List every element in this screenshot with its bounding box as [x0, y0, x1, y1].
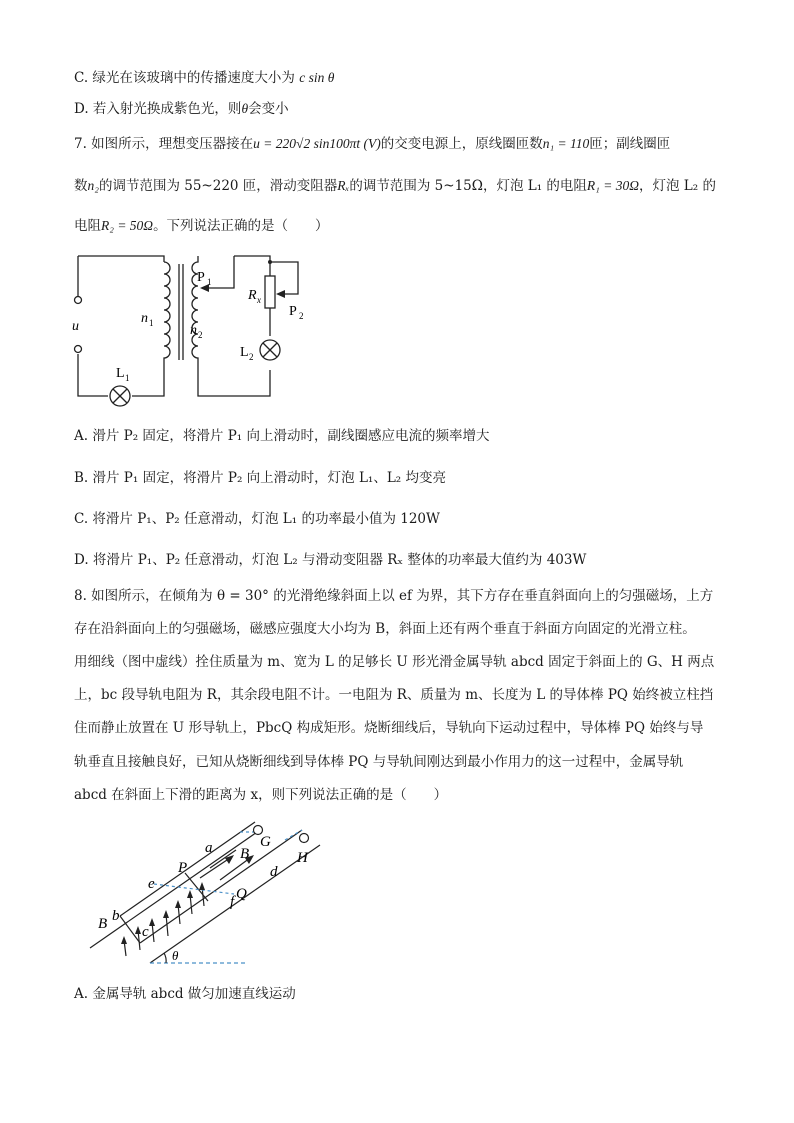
label-l2: L	[240, 345, 249, 360]
label-theta: θ	[172, 948, 179, 963]
label-p: P	[178, 860, 188, 876]
label-g: G	[260, 834, 271, 850]
q6-option-c-text: C. 绿光在该玻璃中的传播速度大小为	[74, 70, 295, 86]
post-h	[300, 834, 309, 843]
terminal-bottom	[75, 346, 82, 353]
q7-stem-line-3	[74, 216, 734, 236]
label-b: b	[112, 908, 120, 924]
q8-stem-line-6: 轨垂直且接触良好，已知从烧断细线到导体棒 PQ 与导轨间刚达到最小作用力的这一过程中，金属导轨	[74, 754, 684, 770]
primary-coil	[164, 262, 170, 360]
q7-r1-value: R₁ = 30Ω	[586, 178, 639, 193]
label-e: e	[148, 876, 155, 892]
q7-stem-text: 电阻	[74, 218, 101, 234]
q7-stem-line-1	[74, 134, 734, 154]
q8-stem-line-1: 8. 如图所示，在倾角为 θ = 30° 的光滑绝缘斜面上以 ef 为界，其下方存在垂直斜面向上的匀强磁场，上方	[74, 588, 714, 604]
q6-option-c-math: c sin θ	[299, 70, 335, 85]
angle-arc	[164, 953, 166, 963]
label-p1: P	[197, 270, 205, 285]
label-b-lower: B	[98, 916, 108, 932]
q8-option-a: A. 金属导轨 abcd 做匀加速直线运动	[74, 986, 296, 1002]
q7-n1-value: n₁ = 110	[542, 136, 590, 151]
primary-wire	[78, 256, 164, 262]
label-b-upper: B	[240, 846, 250, 862]
label-rx: R	[248, 288, 257, 303]
label-n1-sub: 1	[149, 318, 154, 328]
terminal-top	[75, 297, 82, 304]
q6-option-c	[74, 68, 734, 88]
label-p2: P	[289, 304, 297, 319]
label-q: Q	[236, 886, 247, 902]
label-p2-sub: 2	[299, 311, 304, 321]
q7-stem-text: 匝；副线圈匝	[589, 136, 671, 152]
label-l1-sub: 1	[125, 373, 130, 383]
q7-stem-text: 。下列说法正确的是（ ）	[153, 218, 329, 234]
q6-option-d	[74, 99, 734, 119]
incline-edge-lower	[90, 830, 260, 948]
q6-option-d-theta: θ	[241, 101, 249, 116]
q7-stem-text: 7. 如图所示，理想变压器接在	[74, 136, 254, 152]
q8-stem-line-5: 住而静止放置在 U 形导轨上，PbcQ 构成矩形。烧断细线后，导轨向下运动过程中，导体棒 PQ 始终与导	[74, 720, 704, 736]
q7-voltage-formula: u = 220√2 sin100πt (V)	[253, 136, 381, 151]
label-l2-sub: 2	[249, 352, 254, 362]
q7-option-a: A. 滑片 P₂ 固定，将滑片 P₁ 向上滑动时，副线圈感应电流的频率增大	[74, 428, 490, 444]
p2-arrow-icon	[276, 290, 285, 298]
q6-option-d-text-a: D. 若入射光换成紫色光，则	[74, 101, 242, 117]
label-c: c	[142, 924, 149, 940]
q8-stem-line-2: 存在沿斜面向上的匀强磁场，磁感应强度大小均为 B，斜面上还有两个垂直于斜面方向固定的光滑立柱。	[74, 621, 696, 637]
q8-stem-line-7: abcd 在斜面上下滑的距离为 x，则下列说法正确的是（ ）	[74, 787, 448, 803]
label-n2: n	[190, 323, 197, 338]
q8-incline-diagram	[80, 818, 340, 968]
label-n2-sub: 2	[198, 330, 203, 340]
q7-rx-symbol: Rₓ	[337, 178, 350, 193]
q7-option-d: D. 将滑片 P₁、P₂ 任意滑动，灯泡 L₂ 与滑动变阻器 Rₓ 整体的功率最大值约为 403W	[74, 552, 587, 568]
q7-option-c: C. 将滑片 P₁、P₂ 任意滑动，灯泡 L₁ 的功率最小值为 120W	[74, 511, 440, 527]
q7-stem-text: 的交变电源上，原线圈匝数	[380, 136, 543, 152]
label-rx-sub: x	[257, 295, 261, 305]
label-p1-sub: 1	[207, 277, 212, 287]
label-u: u	[72, 319, 79, 334]
q7-stem-text: 的调节范围为 55~220 匝，滑动变阻器	[98, 178, 338, 194]
q8-stem-line-4: 上，bc 段导轨电阻为 R，其余段电阻不计。一电阻为 R、质量为 m、长度为 L 的导体棒 PQ 始终被立柱挡	[74, 687, 714, 703]
q6-option-d-text-b: 会变小	[248, 101, 289, 117]
rail-cd	[140, 830, 302, 943]
q7-stem-text: 数	[74, 178, 88, 194]
label-d: d	[270, 864, 278, 880]
q7-n2-symbol: n₂	[87, 178, 99, 193]
q7-option-b: B. 滑片 P₁ 固定，将滑片 P₂ 向上滑动时，灯泡 L₁、L₂ 均变亮	[74, 470, 446, 486]
q7-circuit-diagram	[64, 248, 324, 418]
label-h: H	[297, 850, 308, 866]
rheostat	[265, 276, 275, 308]
incline-edge-upper	[150, 845, 320, 963]
label-f: f	[230, 894, 235, 910]
label-n1: n	[141, 311, 148, 326]
q7-r2-value: R₂ = 50Ω	[101, 218, 154, 233]
junction-dot	[268, 260, 272, 264]
label-a: a	[205, 840, 213, 856]
q8-stem-line-3: 用细线（图中虚线）拴住质量为 m、宽为 L 的足够长 U 形光滑金属导轨 abcd 固定于斜面上的 G、H 两点	[74, 654, 715, 670]
label-l1: L	[116, 366, 125, 381]
q7-stem-line-2	[74, 176, 734, 196]
q7-stem-text: ，灯泡 L₂ 的	[638, 178, 716, 194]
q7-stem-text: 的调节范围为 5~15Ω，灯泡 L₁ 的电阻	[349, 178, 587, 194]
